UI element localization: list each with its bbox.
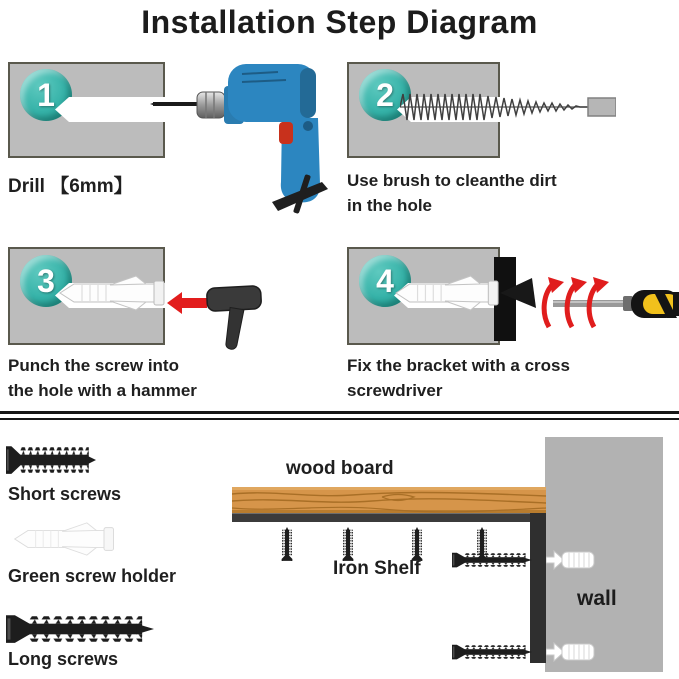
part-label-long-screws: Long screws (8, 649, 119, 669)
iron-shelf-label: Iron Shelf (333, 558, 421, 579)
step3-caption-line2: the hole with a hammer (8, 381, 197, 400)
wall-anchor-icon (546, 547, 598, 573)
wood-board (232, 487, 546, 514)
arrow-left-icon (167, 291, 207, 315)
part-label-short-screws: Short screws (8, 484, 122, 504)
step3-number: 3 (37, 263, 55, 299)
step2-caption-line2: in the hole (347, 196, 432, 215)
step4-caption-line2: screwdriver (347, 381, 443, 400)
iron-shelf-horizontal-arm (232, 513, 546, 522)
step4-caption-line1: Fix the bracket with a cross (347, 356, 570, 375)
up-screw-icon (410, 527, 424, 561)
step1-number: 1 (37, 77, 55, 113)
wall-screw-icon (452, 643, 532, 661)
brush-icon (400, 89, 616, 127)
up-screw-icon (280, 527, 294, 561)
wall-label: wall (577, 587, 617, 610)
wall-anchor-icon (546, 639, 598, 665)
short-screw-icon (6, 443, 96, 477)
long-screw-icon (6, 612, 154, 646)
step1-panel (8, 62, 165, 158)
up-screw-icon (341, 527, 355, 561)
hammer-icon (206, 283, 264, 353)
step3-caption-line1: Punch the screw into (8, 356, 179, 375)
screw-holder-icon (12, 520, 120, 558)
wall-screw-icon (452, 551, 532, 569)
page-title: Installation Step Diagram (141, 4, 538, 40)
step2-number: 2 (376, 77, 394, 113)
rotation-arrows-icon (541, 277, 611, 331)
iron-shelf-vertical-arm (530, 513, 546, 663)
part-label-screw-holder: Green screw holder (8, 566, 177, 586)
section-divider (0, 411, 679, 420)
wood-board-label: wood board (286, 458, 394, 479)
step2-caption-line1: Use brush to cleanthe dirt (347, 171, 557, 190)
step1-caption-line1: Drill 【6mm】 (8, 176, 133, 197)
anchor-icon (58, 273, 170, 313)
drill-icon (150, 56, 330, 218)
step4-number: 4 (376, 263, 394, 299)
step1-drilled-hole (55, 97, 165, 122)
anchor-with-screwhead-icon (394, 273, 544, 313)
